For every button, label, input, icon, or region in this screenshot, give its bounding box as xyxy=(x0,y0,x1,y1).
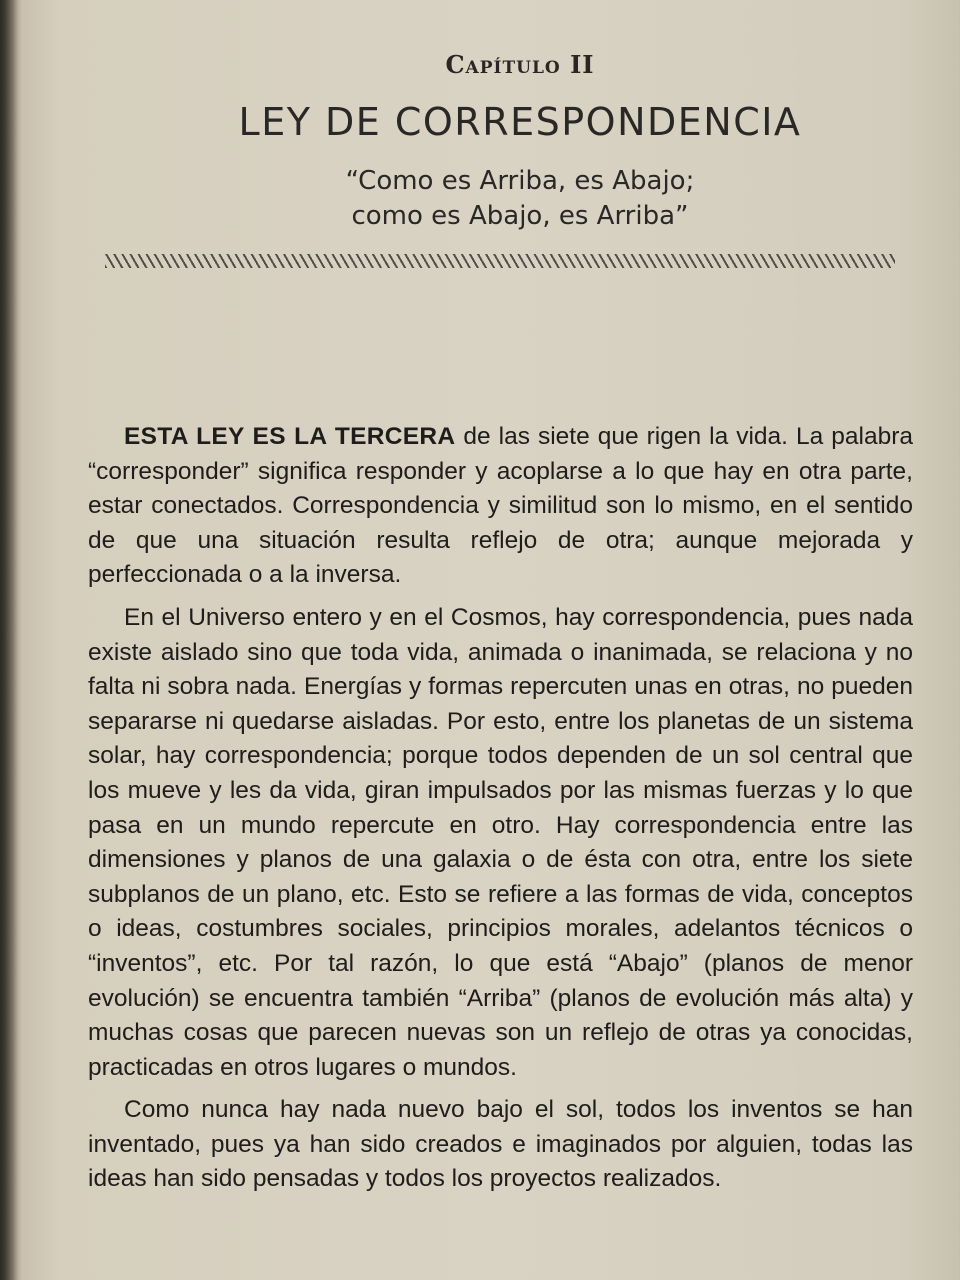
chapter-label: Capítulo II xyxy=(445,50,595,79)
paragraph-1 xyxy=(88,420,913,593)
paragraph-3: Como nunca hay nada nuevo bajo el sol, todos los inventos se han inventado, pues ya han sido creados e imaginados por alguien, todas las ideas han sido pensadas y todos los proyectos realizados. xyxy=(88,1096,913,1193)
paragraph-1-rest: de las siete que rigen la vida. La palabra “corresponder” significa responder y acoplarse a lo que hay en otra parte, estar conectados. Correspondencia y similitud son lo mismo, en el sentido de que una situación resulta reflejo de otra; aunque mejorada y perfeccionada o a la inversa. xyxy=(88,423,914,589)
body-text xyxy=(88,420,913,1205)
epigraph-line-2: como es Abajo, es Arriba” xyxy=(351,201,689,231)
paragraph-1-lead: ESTA LEY ES LA TERCERA xyxy=(124,423,456,450)
chapter-title: LEY DE CORRESPONDENCIA xyxy=(238,100,802,144)
hatched-divider xyxy=(105,254,895,268)
epigraph-line-1: “Como es Arriba, es Abajo; xyxy=(345,166,695,196)
epigraph xyxy=(0,164,960,234)
paragraph-2: En el Universo entero y en el Cosmos, hay correspondencia, pues nada existe aislado sino que toda vida, animada o inanimada, se relaciona y no falta ni sobra nada. Energías y formas repercuten unas en otras, no pueden separarse ni quedarse aisladas. Por esto, entre los planetas de un sistema solar, hay correspondencia; porque todos dependen de un sol central que los mueve y les da vida, giran impulsados por las mismas fuerzas y lo que pasa en un mundo repercute en otro. Hay correspondencia entre las dimensiones y planos de una galaxia o de ésta con otra, entre los siete subplanos de un plano, etc. Esto se refiere a las formas de vida, conceptos o ideas, costumbres sociales, principios morales, adelantos técnicos o “inventos”, etc. Por tal razón, lo que está “Abajo” (planos de menor evolución) se encuentra también “Arriba” (planos de evolución más alta) y muchas cosas que parecen nuevas son un reflejo de otras ya conocidas, practicadas en otros lugares o mundos. xyxy=(88,603,913,1081)
